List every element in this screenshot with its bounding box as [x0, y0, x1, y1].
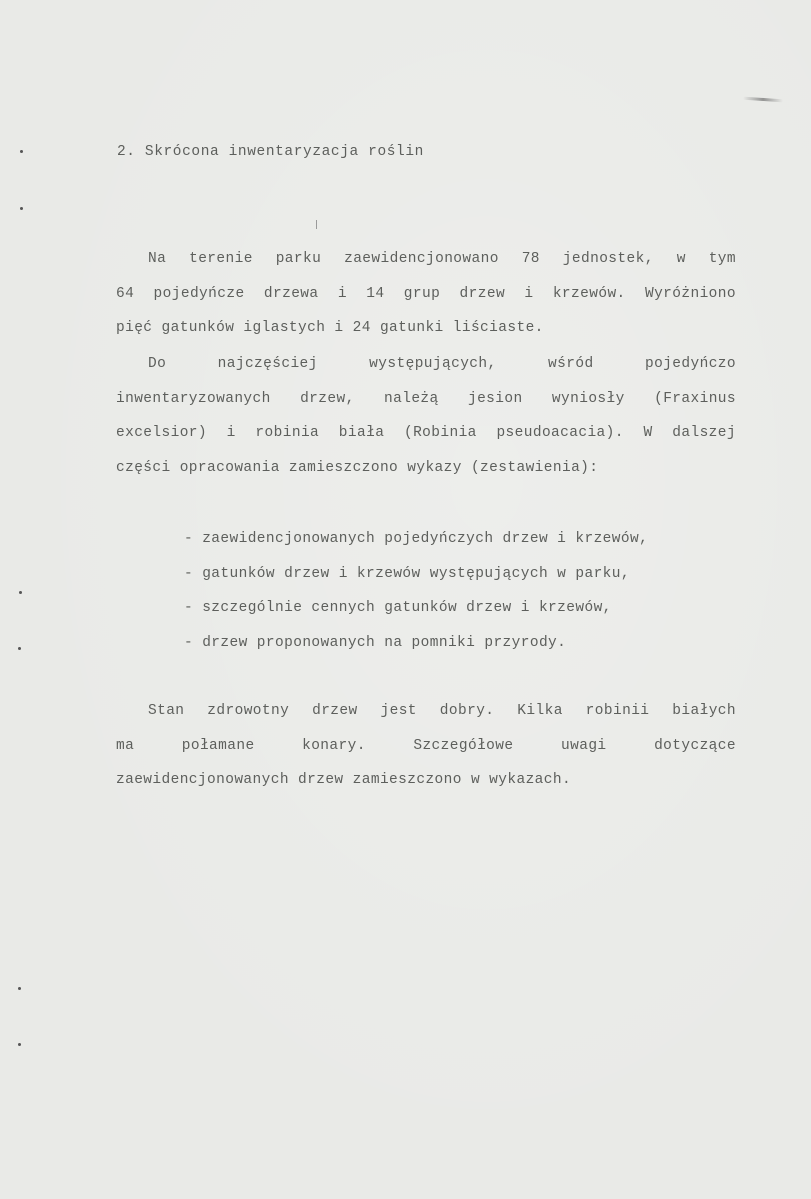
margin-dot [20, 150, 23, 153]
list-of-inventories [184, 522, 648, 660]
paragraph-line: Do najczęściej występujących, wśród pojedyńczo [148, 356, 736, 372]
margin-dot [19, 591, 22, 594]
paragraph-line: części opracowania zamieszczono wykazy (zestawienia): [116, 459, 599, 476]
margin-dot [20, 207, 23, 210]
paragraph-line: zaewidencjonowanych drzew zamieszczono w wykazach. [116, 772, 572, 788]
section-heading: 2. Skrócona inwentaryzacja roślin [117, 144, 424, 160]
paper-smudge [743, 97, 783, 103]
paragraph-3 [116, 694, 736, 798]
list-item: - szczególnie cennych gatunków drzew i krzewów, [184, 600, 612, 616]
paragraph-1 [116, 242, 736, 346]
list-item: - gatunków drzew i krzewów występujących w parku, [184, 565, 630, 582]
margin-dot [18, 987, 21, 990]
paragraph-line: 64 pojedyńcze drzewa i 14 grup drzew i krzewów. Wyróżniono [116, 285, 736, 302]
paragraph-line: Na terenie parku zaewidencjonowano 78 jednostek, w tym [148, 251, 736, 267]
paragraph-line: inwentaryzowanych drzew, należą jesion wyniosły (Fraxinus [116, 390, 736, 407]
list-item: - drzew proponowanych na pomniki przyrody. [184, 634, 567, 651]
paragraph-line: ma połamane konary. Szczegółowe uwagi dotyczące [116, 737, 736, 754]
list-item: - zaewidencjonowanych pojedyńczych drzew i krzewów, [184, 531, 649, 547]
stray-mark [316, 220, 317, 229]
paragraph-line: excelsior) i robinia biała (Robinia pseudoacacia). W dalszej [116, 425, 736, 441]
paragraph-line: Stan zdrowotny drzew jest dobry. Kilka robinii białych [148, 703, 736, 719]
margin-dot [18, 1043, 21, 1046]
margin-dot [18, 647, 21, 650]
paragraph-2 [116, 347, 736, 485]
paragraph-line: pięć gatunków iglastych i 24 gatunki liściaste. [116, 320, 544, 336]
